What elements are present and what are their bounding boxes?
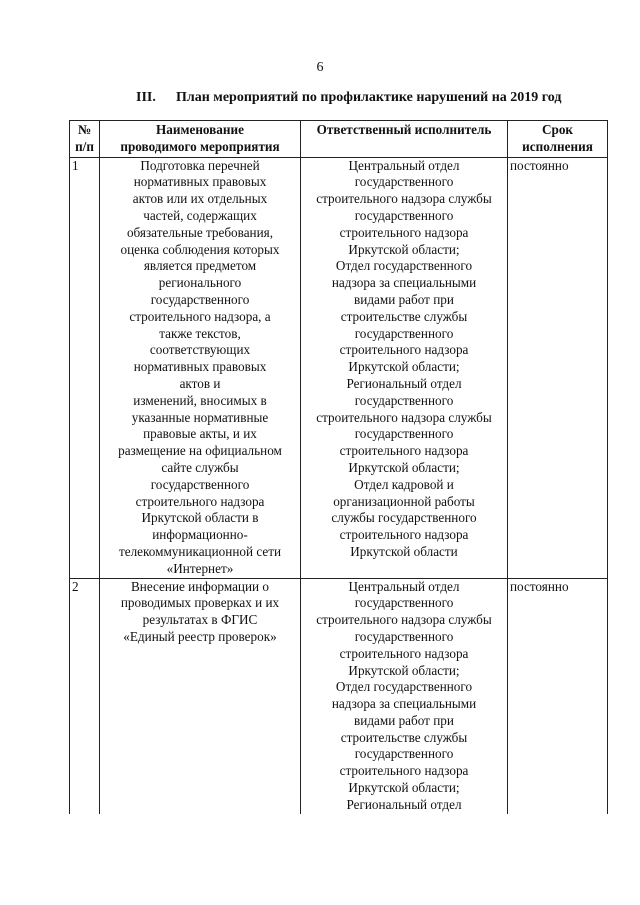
activity-name-line: актов и bbox=[179, 375, 221, 391]
responsible-line: строительного надзора службы bbox=[316, 612, 492, 628]
activity-name-line: соответствующих bbox=[149, 342, 251, 358]
responsible-line: строительного надзора службы bbox=[316, 191, 492, 207]
responsible-line: строительного надзора bbox=[339, 645, 469, 661]
responsible-line: Региональный отдел bbox=[346, 375, 462, 391]
responsible-line: Иркутской области; bbox=[348, 662, 460, 678]
activity-name-line: «Единый реестр проверок» bbox=[123, 628, 277, 644]
activity-name-line: Подготовка перечней bbox=[140, 157, 260, 173]
responsible-line: государственного bbox=[354, 426, 454, 442]
plan-table bbox=[69, 120, 608, 814]
activity-name-line: строительного надзора, а bbox=[129, 308, 271, 324]
responsible-line: строительного надзора bbox=[339, 527, 469, 543]
responsible-line: надзора за специальными bbox=[331, 696, 477, 712]
responsible-line: Центральный отдел bbox=[348, 578, 460, 594]
responsible-line: надзора за специальными bbox=[331, 275, 477, 291]
responsible-line: Отдел кадровой и bbox=[354, 476, 454, 492]
table-header-row bbox=[70, 121, 608, 158]
header-num-line: № bbox=[77, 122, 92, 137]
activity-name-cell bbox=[100, 157, 301, 578]
activity-name-line: является предметом bbox=[143, 258, 257, 274]
activity-name-line: правовые акты, и их bbox=[143, 426, 257, 442]
activity-name-line: оценка соблюдения которых bbox=[120, 241, 280, 257]
activity-name-line: результатах в ФГИС bbox=[142, 612, 258, 628]
table-row bbox=[70, 578, 608, 814]
header-name-line: Наименование bbox=[156, 122, 244, 137]
responsible-line: Иркутской области; bbox=[348, 359, 460, 375]
activity-name-line: Иркутской области в bbox=[141, 510, 259, 526]
activity-name-line: нормативных правовых bbox=[133, 174, 267, 190]
responsible-line: строительстве службы bbox=[340, 308, 468, 324]
activity-name-line: указанные нормативные bbox=[131, 409, 269, 425]
responsible-line: строительного надзора bbox=[339, 224, 469, 240]
activity-name-line: сайте службы bbox=[161, 459, 239, 475]
responsible-line: организационной работы bbox=[333, 493, 475, 509]
activity-name-line: также текстов, bbox=[159, 325, 241, 341]
table-row bbox=[70, 157, 608, 578]
activity-name-line: нормативных правовых bbox=[133, 359, 267, 375]
activity-name-line: государственного bbox=[150, 476, 250, 492]
responsible-cell bbox=[301, 578, 508, 814]
responsible-line: видами работ при bbox=[354, 291, 454, 307]
responsible-cell bbox=[301, 157, 508, 578]
responsible-line: строительного надзора bbox=[339, 443, 469, 459]
activity-name-line: «Интернет» bbox=[166, 560, 234, 576]
activity-name-line: строительного надзора bbox=[135, 493, 265, 509]
responsible-line: Иркутской области; bbox=[348, 241, 460, 257]
activity-name-line: Внесение информации о bbox=[131, 578, 269, 594]
activity-name-line: обязательные требования, bbox=[126, 224, 274, 240]
responsible-line: строительного надзора bbox=[339, 342, 469, 358]
header-name bbox=[100, 121, 301, 158]
activity-name-line: актов или их отдельных bbox=[132, 191, 268, 207]
responsible-line: Региональный отдел bbox=[346, 796, 462, 812]
responsible-line: Иркутской области bbox=[350, 543, 458, 559]
activity-name-line: размещение на официальном bbox=[118, 443, 282, 459]
section-title: План мероприятий по профилактике нарушений на 2019 год bbox=[176, 90, 562, 105]
activity-name-cell bbox=[100, 578, 301, 814]
header-num bbox=[70, 121, 100, 158]
term-cell: постоянно bbox=[508, 578, 608, 814]
term-cell: постоянно bbox=[508, 157, 608, 578]
responsible-line: государственного bbox=[354, 746, 454, 762]
responsible-line: государственного bbox=[354, 392, 454, 408]
activity-name-line: частей, содержащих bbox=[143, 207, 257, 223]
activity-name-line: государственного bbox=[150, 291, 250, 307]
header-name-line: проводимого мероприятия bbox=[120, 138, 280, 154]
responsible-line: государственного bbox=[354, 174, 454, 190]
responsible-line: государственного bbox=[354, 628, 454, 644]
section-number: III. bbox=[136, 90, 156, 105]
activity-name-line: информационно- bbox=[152, 527, 248, 543]
responsible-line: строительстве службы bbox=[340, 729, 468, 745]
activity-name-line: проводимых проверках и их bbox=[120, 595, 280, 611]
responsible-line: государственного bbox=[354, 207, 454, 223]
header-term-line: Срок bbox=[541, 122, 574, 137]
responsible-line: видами работ при bbox=[354, 712, 454, 728]
header-responsible-line: Ответственный исполнитель bbox=[316, 122, 492, 137]
responsible-line: службы государственного bbox=[331, 510, 477, 526]
header-responsible bbox=[301, 121, 508, 158]
activity-name-line: изменений, вносимых в bbox=[133, 392, 267, 408]
header-term bbox=[508, 121, 608, 158]
header-term-line: исполнения bbox=[522, 138, 593, 154]
header-num-line: п/п bbox=[75, 138, 94, 154]
responsible-line: строительного надзора bbox=[339, 763, 469, 779]
activity-name-line: телекоммуникационной сети bbox=[118, 543, 282, 559]
page-number: 6 bbox=[316, 60, 324, 75]
activity-name-line: регионального bbox=[158, 275, 242, 291]
responsible-line: Иркутской области; bbox=[348, 780, 460, 796]
responsible-line: государственного bbox=[354, 325, 454, 341]
responsible-line: Отдел государственного bbox=[335, 679, 473, 695]
responsible-line: государственного bbox=[354, 595, 454, 611]
responsible-line: Иркутской области; bbox=[348, 459, 460, 475]
responsible-line: строительного надзора службы bbox=[316, 409, 492, 425]
row-number: 2 bbox=[70, 578, 100, 814]
row-number: 1 bbox=[70, 157, 100, 578]
responsible-line: Центральный отдел bbox=[348, 157, 460, 173]
responsible-line: Отдел государственного bbox=[335, 258, 473, 274]
section-heading bbox=[136, 90, 561, 106]
